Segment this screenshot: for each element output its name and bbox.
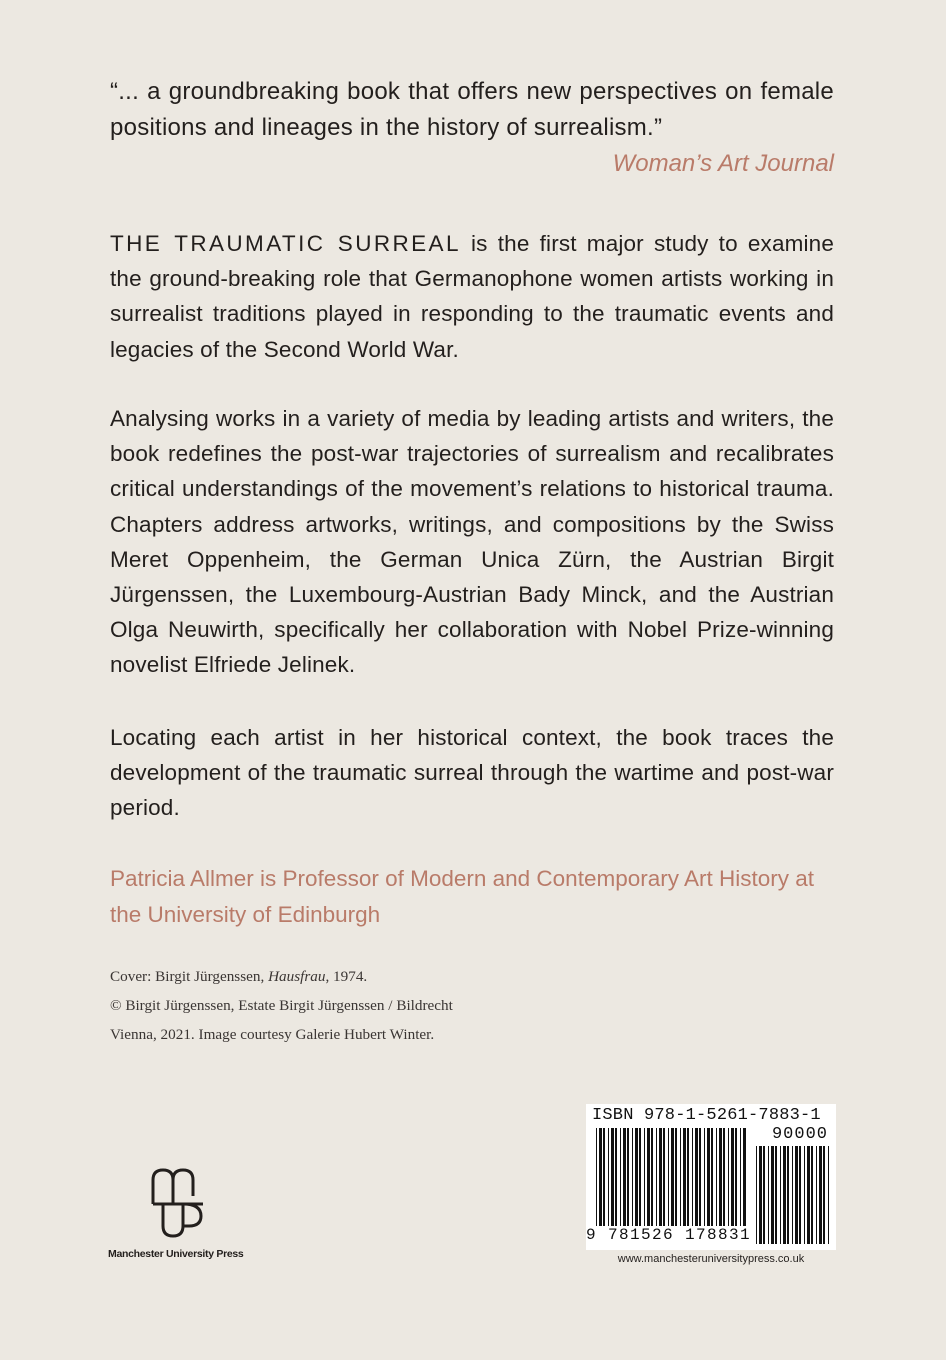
barcode-bar <box>675 1128 677 1226</box>
barcode-bar <box>663 1128 665 1226</box>
barcode-bar <box>623 1128 626 1226</box>
credit-line-2: © Birgit Jürgenssen, Estate Birgit Jürgenssen / Bildrecht <box>110 997 453 1014</box>
barcode-bar <box>743 1128 746 1226</box>
description-paragraph-2: Analysing works in a variety of media by leading artists and writers, the book redefines the post-war trajectories of surrealism and recalibrates critical understandings of the movement’s relations to historical trauma. Chapters address artworks, writings, and compositions by the Swiss Meret Oppenheim, the German Unica Zürn, the Austrian Birgit Jürgenssen, the Luxembourg-Austrian Bady Minck, and the Austrian Olga Neuwirth, specifically her collaboration with Nobel Prize-winning novelist Elfriede Jelinek. <box>110 406 834 678</box>
addon-code: 90000 <box>771 1125 828 1144</box>
barcode-bar <box>699 1128 701 1226</box>
barcode-bar <box>656 1128 657 1226</box>
barcode-bar <box>823 1146 825 1244</box>
barcode-bar <box>828 1146 829 1244</box>
barcode-bar <box>683 1128 686 1226</box>
barcode-bar <box>768 1146 769 1244</box>
book-title: THE TRAUMATIC SURREAL <box>110 231 461 256</box>
barcode-bar <box>792 1146 793 1244</box>
review-quote: “... a groundbreaking book that offers new perspectives on female positions and lineages in the history of surrealism.” <box>110 78 834 141</box>
publisher-logo <box>108 1166 248 1260</box>
barcode-bar <box>639 1128 641 1226</box>
publisher-website: www.manchesteruniversitypress.co.uk <box>617 1253 805 1265</box>
barcode-bar <box>775 1146 777 1244</box>
barcode-bar <box>795 1146 798 1244</box>
barcode-bar <box>668 1128 669 1226</box>
barcode-bar <box>704 1128 705 1226</box>
barcode-bar <box>620 1128 621 1226</box>
barcode-digits: 9 781526 178831 <box>586 1226 752 1244</box>
barcode-bar <box>811 1146 813 1244</box>
barcode-bar <box>763 1146 765 1244</box>
author-note: Patricia Allmer is Professor of Modern and Contemporary Art History at the University of Edinburgh <box>110 866 815 927</box>
description-paragraph-3: Locating each artist in her historical context, the book traces the development of the traumatic surreal through the wartime and post-war period. <box>110 725 834 821</box>
barcode-bar <box>680 1128 681 1226</box>
barcode-bar <box>671 1128 674 1226</box>
barcode-bar <box>615 1128 617 1226</box>
barcode-bar <box>687 1128 689 1226</box>
barcode-bar <box>780 1146 781 1244</box>
publisher-name: Manchester University Press <box>108 1248 244 1260</box>
barcode-bar <box>711 1128 713 1226</box>
barcode-bar <box>603 1128 605 1226</box>
barcode-bar <box>807 1146 810 1244</box>
barcode-bar <box>771 1146 774 1244</box>
barcode-bar <box>695 1128 698 1226</box>
barcode-bar <box>635 1128 638 1226</box>
barcode-bar <box>599 1128 602 1226</box>
barcode-bar <box>756 1146 757 1244</box>
credit-line-3: Vienna, 2021. Image courtesy Galerie Hubert Winter. <box>110 1026 435 1043</box>
barcode-bar <box>632 1128 633 1226</box>
barcode-bar <box>819 1146 822 1244</box>
barcode-bar <box>716 1128 717 1226</box>
isbn-label: ISBN 978-1-5261-7883-1 <box>592 1106 821 1125</box>
description-paragraph-1-text: is the first major study to examine the ground-breaking role that Germanophone women artists working in surrealist traditions played in responding to the traumatic events and legacies of the Second World War. <box>110 231 834 362</box>
barcode-bar <box>627 1128 629 1226</box>
barcode-bar <box>728 1128 729 1226</box>
barcode-bar <box>651 1128 653 1226</box>
barcode-bar <box>735 1128 737 1226</box>
barcode-bar <box>731 1128 734 1226</box>
barcode-bar <box>608 1128 609 1226</box>
credit-line-1: Cover: Birgit Jürgenssen, Hausfrau, 1974. <box>110 968 368 985</box>
cover-credits <box>110 962 510 1049</box>
description-paragraph-1 <box>110 226 834 367</box>
barcode-bar <box>783 1146 786 1244</box>
mup-logo-icon <box>149 1166 207 1240</box>
quote-source: Woman’s Art Journal <box>612 150 834 177</box>
barcode-bar <box>707 1128 710 1226</box>
barcode-bar <box>611 1128 614 1226</box>
barcode-bar <box>723 1128 725 1226</box>
barcode-bar <box>596 1128 597 1226</box>
artwork-title: Hausfrau <box>268 968 326 985</box>
barcode-bar <box>659 1128 662 1226</box>
barcode-bar <box>816 1146 817 1244</box>
barcode-bar <box>787 1146 789 1244</box>
barcode-bar <box>647 1128 650 1226</box>
barcode-bar <box>759 1146 762 1244</box>
barcode-bar <box>692 1128 693 1226</box>
barcode-bar <box>799 1146 801 1244</box>
barcode-bar <box>719 1128 722 1226</box>
barcode-bar <box>804 1146 805 1244</box>
barcode-bar <box>644 1128 645 1226</box>
barcode <box>586 1104 836 1250</box>
barcode-bar <box>740 1128 741 1226</box>
